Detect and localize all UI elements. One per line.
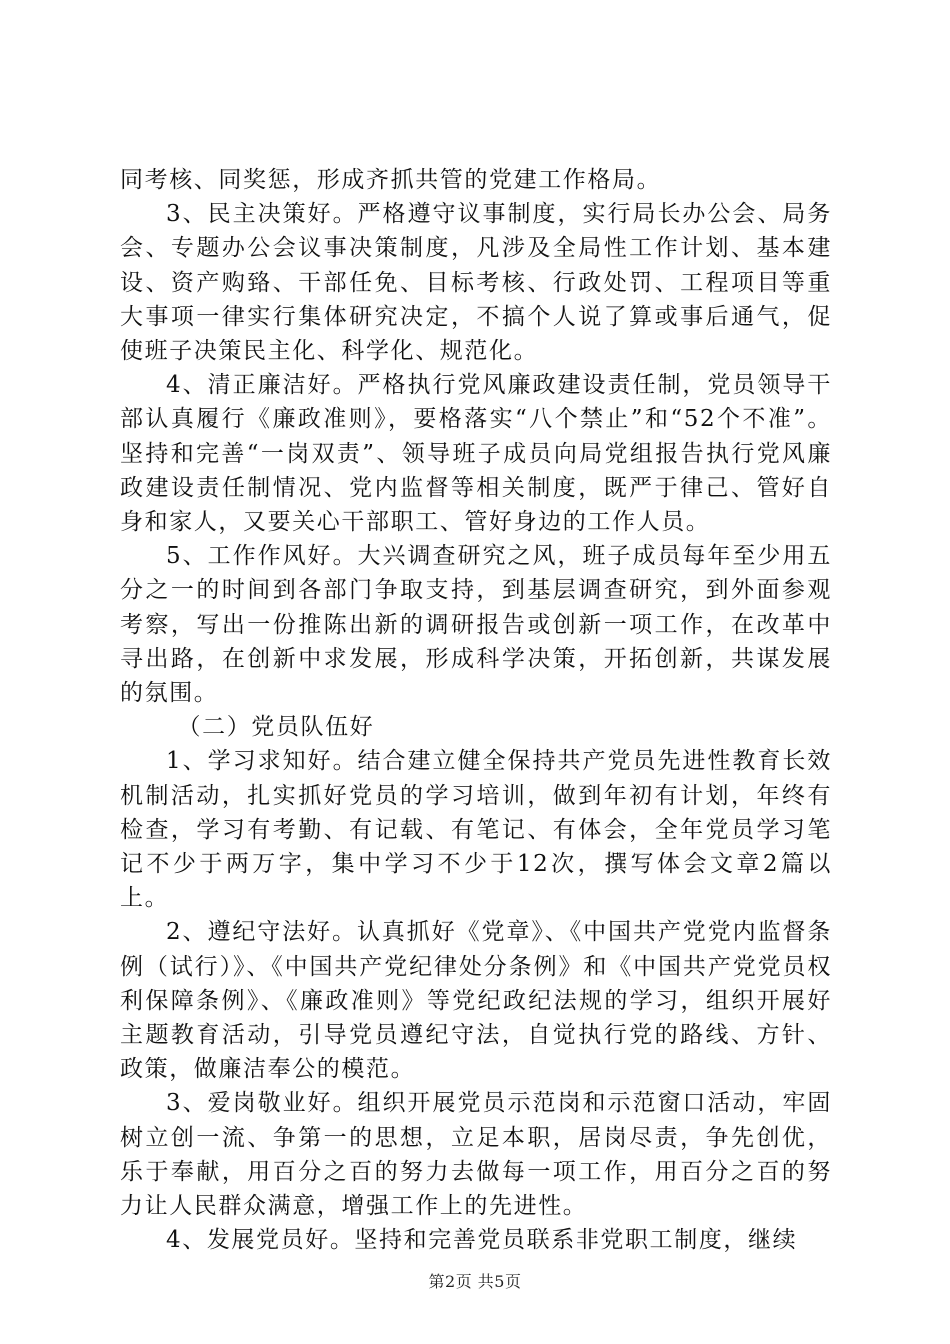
paragraph-study: 1、学习求知好。结合建立健全保持共产党员先进性教育长效机制活动，扎实抓好党员的学习培训，做到年初有计划，年终有检查，学习有考勤、有记载、有笔记、有体会，全年党员学习笔记不少于两万字，集中学习不少于12次，撰写体会文章2篇以上。 (120, 748, 832, 912)
paragraph-discipline: 2、遵纪守法好。认真抓好《党章》、《中国共产党党内监督条例（试行）》、《中国共产党纪律处分条例》和《中国共产党党员权利保障条例》、《廉政准则》等党纪政纪法规的学习，组织开展好主题教育活动，引导党员遵纪守法，自觉执行党的路线、方针、政策，做廉洁奉公的模范。 (120, 919, 832, 1083)
section-heading-party-members: （二）党员队伍好 (177, 714, 375, 741)
paragraph-dedication: 3、爱岗敬业好。组织开展党员示范岗和示范窗口活动，牢固树立创一流、争第一的思想，立足本职，居岗尽责，争先创优，乐于奉献，用百分之百的努力去做每一项工作，用百分之百的努力让人民群众满意，增强工作上的先进性。 (120, 1090, 832, 1220)
page-number-footer: 第2页 共5页 (428, 1272, 522, 1291)
paragraph-democratic-decision: 3、民主决策好。严格遵守议事制度，实行局长办公会、局务会、专题办公会议事决策制度，凡涉及全局性工作计划、基本建设、资产购臵、干部任免、目标考核、行政处罚、工程项目等重大事项一律实行集体研究决定，不搞个人说了算或事后通气，促使班子决策民主化、科学化、规范化。 (120, 201, 832, 365)
paragraph-work-style: 5、工作作风好。大兴调查研究之风，班子成员每年至少用五分之一的时间到各部门争取支持，到基层调查研究，到外面参观考察，写出一份推陈出新的调研报告或创新一项工作，在改革中寻出路，在创新中求发展，形成科学决策，开拓创新，共谋发展的氛围。 (120, 543, 832, 707)
paragraph-clean-integrity: 4、清正廉洁好。严格执行党风廉政建设责任制，党员领导干部认真履行《廉政准则》，要格落实“八个禁止”和“52个不准”。坚持和完善“一岗双责”、领导班子成员向局党组报告执行党风廉政建设责任制情况、党内监督等相关制度，既严于律己、管好自身和家人，又要关心干部职工、管好身边的工作人员。 (120, 372, 832, 536)
paragraph-member-development: 4、发展党员好。坚持和完善党员联系非党职工制度，继续 (166, 1227, 798, 1254)
document-body (120, 163, 832, 1258)
paragraph-continuation: 同考核、同奖惩，形成齐抓共管的党建工作格局。 (120, 167, 662, 193)
